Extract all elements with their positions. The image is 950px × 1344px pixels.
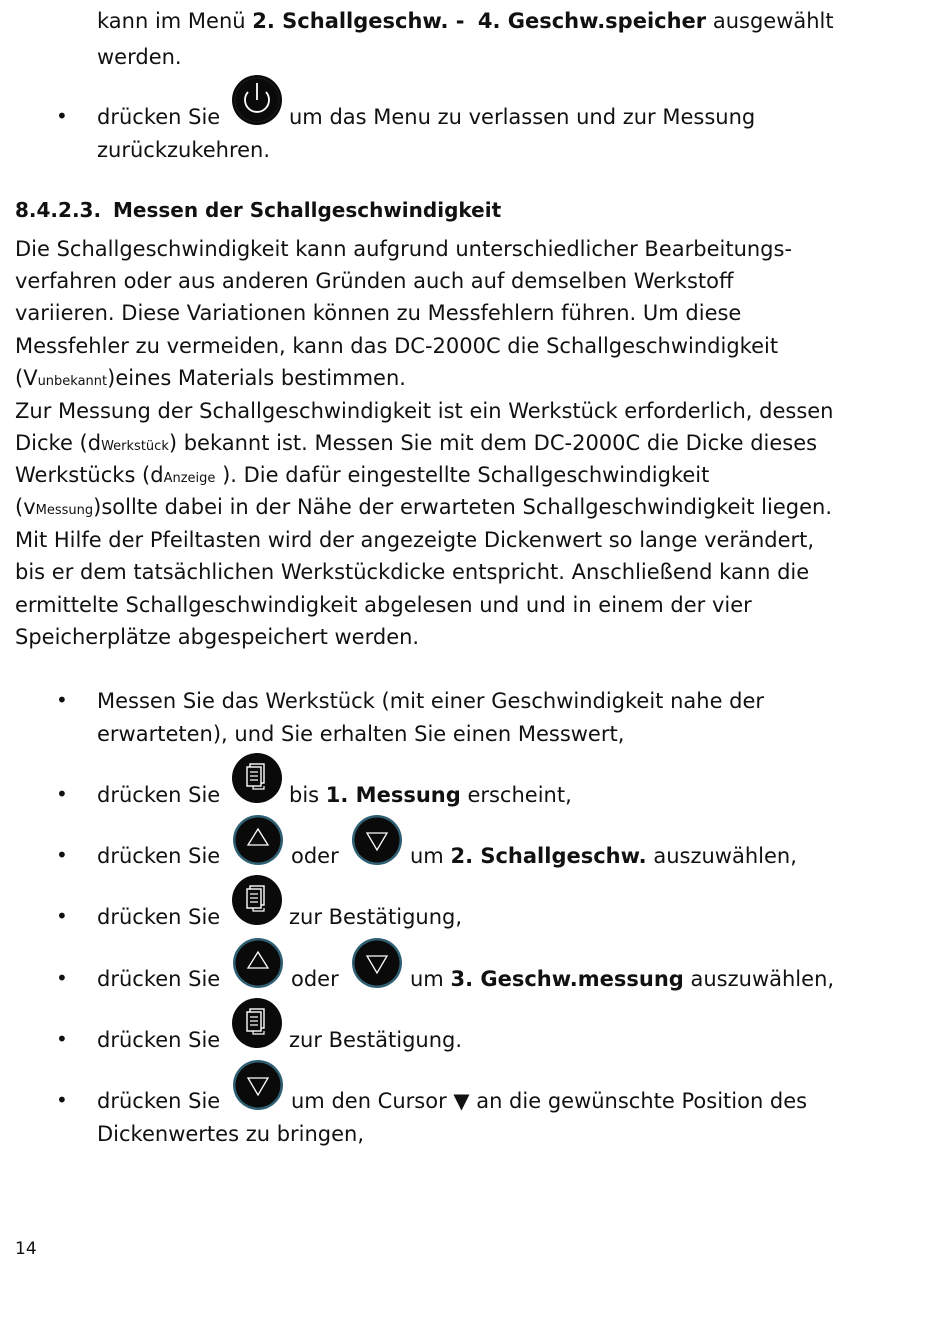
step-press: drücken Sie: [97, 1028, 221, 1052]
body-line: Dicke (dWerkstück) bekannt ist. Messen Sie mit dem DC-2000C die Dicke dieses: [15, 431, 818, 455]
body-line: verfahren oder aus anderen Gründen auch auf demselben Werkstoff: [15, 269, 734, 293]
bullet: •: [56, 843, 68, 867]
step-7-line-2: Dickenwertes zu bringen,: [97, 1122, 365, 1146]
body-line: bis er dem tatsächlichen Werkstückdicke entspricht. Anschließend kann die: [15, 560, 810, 584]
up-arrow-button-icon: [232, 937, 284, 989]
body-line: ermittelte Schallgeschwindigkeit abgelesen und und in einem der vier: [15, 593, 752, 617]
down-arrow-button-icon: [351, 814, 403, 866]
body-line: (vMessung)sollte dabei in der Nähe der erwarteten Schallgeschwindigkeit liegen.: [15, 495, 832, 519]
bullet: •: [56, 904, 68, 928]
step-or: oder: [291, 967, 339, 991]
bullet: •: [56, 966, 68, 990]
intro-line-2: werden.: [97, 45, 182, 69]
body-line: Die Schallgeschwindigkeit kann aufgrund unterschiedlicher Bearbeitungs-: [15, 237, 793, 261]
body-line: Werkstücks (dAnzeige ). Die dafür eingestellte Schallgeschwindigkeit: [15, 463, 710, 487]
section-number: 8.4.2.3.: [15, 198, 102, 222]
step-press: drücken Sie: [97, 967, 221, 991]
step-press: drücken Sie: [97, 783, 221, 807]
page-number: 14: [15, 1239, 37, 1259]
power-button-icon: [231, 74, 283, 126]
bullet: •: [56, 688, 68, 712]
step-3-text: um 2. Schallgeschw. auszuwählen,: [410, 844, 797, 868]
step-or: oder: [291, 844, 339, 868]
menu-button-icon: [231, 752, 283, 804]
intro-line-1: kann im Menü 2. Schallgeschw. - 4. Geschw.speicher ausgewählt: [97, 9, 834, 33]
step-press: drücken Sie: [97, 844, 221, 868]
menu-button-icon: [231, 874, 283, 926]
down-arrow-button-icon: [232, 1059, 284, 1111]
body-line: (Vunbekannt)eines Materials bestimmen.: [15, 366, 406, 390]
step-1-line-2: erwarteten), und Sie erhalten Sie einen Messwert,: [97, 722, 625, 746]
step-5-text: um 3. Geschw.messung auszuwählen,: [410, 967, 835, 991]
down-arrow-button-icon: [351, 937, 403, 989]
up-arrow-button-icon: [232, 814, 284, 866]
step-press: drücken Sie: [97, 905, 221, 929]
body-line: Mit Hilfe der Pfeiltasten wird der angezeigte Dickenwert so lange verändert,: [15, 528, 815, 552]
bullet: •: [56, 1088, 68, 1112]
body-line: variieren. Diese Variationen können zu Messfehlern führen. Um diese: [15, 301, 742, 325]
step-press: drücken Sie: [97, 1089, 221, 1113]
bullet: •: [56, 1027, 68, 1051]
step-2-text: bis 1. Messung erscheint,: [289, 783, 572, 807]
step-6-text: zur Bestätigung.: [289, 1028, 463, 1052]
step-7-line-1: um den Cursor ▼ an die gewünschte Position des: [291, 1089, 808, 1113]
body-line: Speicherplätze abgespeichert werden.: [15, 625, 420, 649]
exit-step-cont: zurückzukehren.: [97, 138, 271, 162]
menu-button-icon: [231, 997, 283, 1049]
section-title: Messen der Schallgeschwindigkeit: [113, 198, 502, 222]
body-line: Zur Messung der Schallgeschwindigkeit ist ein Werkstück erforderlich, dessen: [15, 399, 834, 423]
body-line: Messfehler zu vermeiden, kann das DC-2000C die Schallgeschwindigkeit: [15, 334, 779, 358]
exit-step-press: drücken Sie: [97, 105, 221, 129]
step-1-line-1: Messen Sie das Werkstück (mit einer Geschwindigkeit nahe der: [97, 689, 765, 713]
bullet: •: [56, 104, 68, 128]
bullet: •: [56, 782, 68, 806]
step-4-text: zur Bestätigung,: [289, 905, 463, 929]
exit-step-text: um das Menu zu verlassen und zur Messung: [289, 105, 756, 129]
